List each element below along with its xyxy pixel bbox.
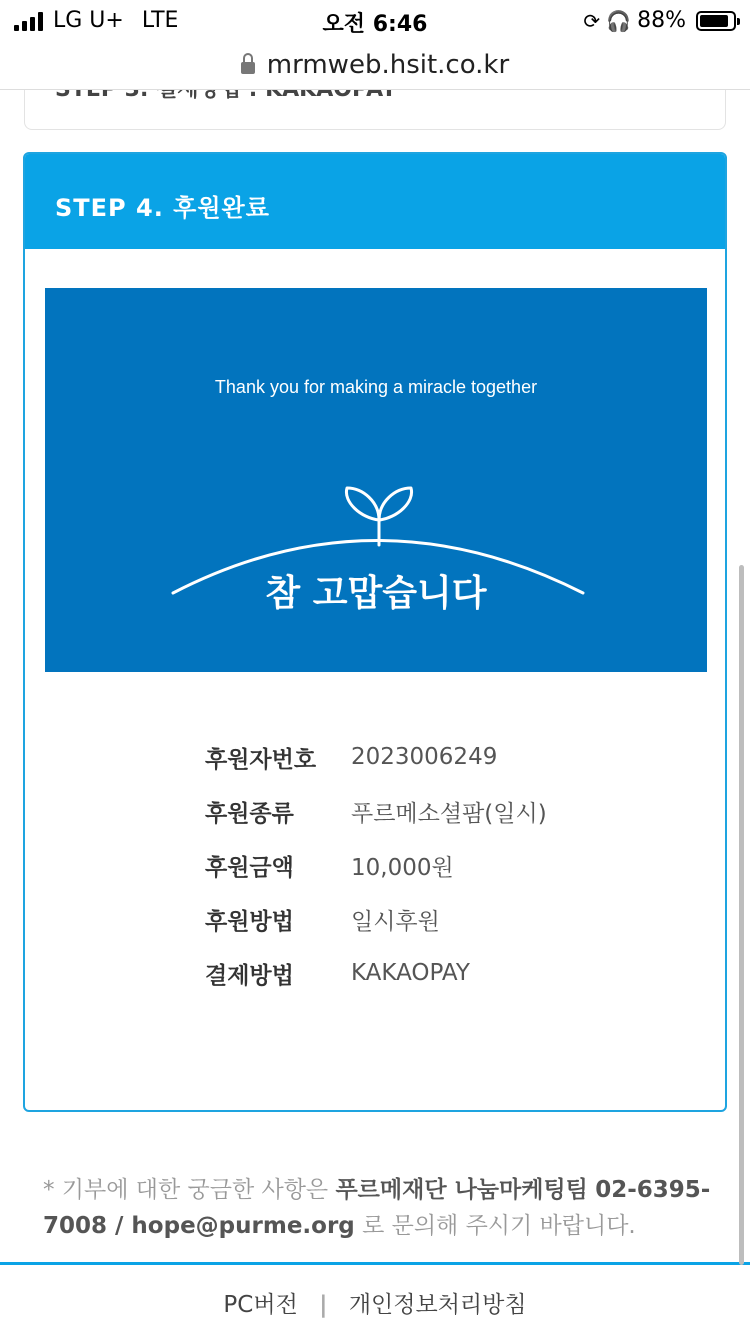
donation-details bbox=[205, 730, 547, 1000]
thanks-korean: 참 고맙습니다 bbox=[265, 573, 487, 614]
detail-value: 10,000원 bbox=[351, 854, 454, 881]
rotation-lock-icon: ⟳ bbox=[583, 8, 601, 33]
notice-suffix: 로 문의해 주시기 바랍니다. bbox=[362, 1213, 636, 1239]
detail-row bbox=[205, 838, 547, 892]
headphones-icon: 🎧 bbox=[606, 8, 632, 33]
notice-prefix: * 기부에 대한 궁금한 사항은 bbox=[43, 1177, 329, 1203]
pc-version-link[interactable]: PC버전 bbox=[223, 1292, 298, 1318]
detail-value: KAKAOPAY bbox=[351, 960, 470, 986]
battery-percent: 88% bbox=[637, 8, 686, 33]
clock: 오전 6:46 bbox=[322, 12, 428, 37]
detail-value: 2023006249 bbox=[351, 744, 498, 770]
footer-separator: | bbox=[319, 1292, 328, 1318]
lock-icon bbox=[241, 62, 255, 74]
detail-row bbox=[205, 892, 547, 946]
contact-notice bbox=[43, 1172, 723, 1244]
network-label: LTE bbox=[141, 8, 179, 33]
privacy-policy-link[interactable]: 개인정보처리방침 bbox=[348, 1292, 527, 1318]
detail-label: 결제방법 bbox=[205, 962, 294, 989]
thanks-english: Thank you for making a miracle together bbox=[214, 377, 538, 397]
address-bar[interactable] bbox=[0, 40, 750, 90]
status-right bbox=[583, 8, 736, 33]
footer-divider bbox=[0, 1262, 750, 1265]
detail-label: 후원자번호 bbox=[205, 746, 317, 773]
thank-you-banner bbox=[45, 288, 707, 672]
detail-label: 후원종류 bbox=[205, 800, 294, 827]
notice-org: 푸르메재단 나눔마케팅팀 bbox=[335, 1177, 588, 1203]
footer-links bbox=[0, 1286, 750, 1319]
step4-title: STEP 4. 후원완료 bbox=[55, 194, 270, 222]
detail-value: 푸르메소셜팜(일시) bbox=[351, 800, 547, 827]
scrollbar[interactable] bbox=[739, 565, 744, 1265]
step4-card bbox=[23, 152, 727, 1112]
detail-row bbox=[205, 784, 547, 838]
detail-row bbox=[205, 730, 547, 784]
detail-label: 후원방법 bbox=[205, 908, 294, 935]
notice-contact[interactable]: 02-6395-7008 / hope@purme.org bbox=[43, 1177, 711, 1239]
status-bar bbox=[0, 0, 750, 40]
detail-row bbox=[205, 946, 547, 1000]
step4-header bbox=[25, 154, 725, 249]
detail-label: 후원금액 bbox=[205, 854, 294, 881]
carrier-label: LG U+ bbox=[53, 8, 124, 33]
detail-value: 일시후원 bbox=[351, 908, 440, 935]
battery-icon bbox=[696, 11, 736, 31]
url-text[interactable]: mrmweb.hsit.co.kr bbox=[266, 49, 510, 80]
